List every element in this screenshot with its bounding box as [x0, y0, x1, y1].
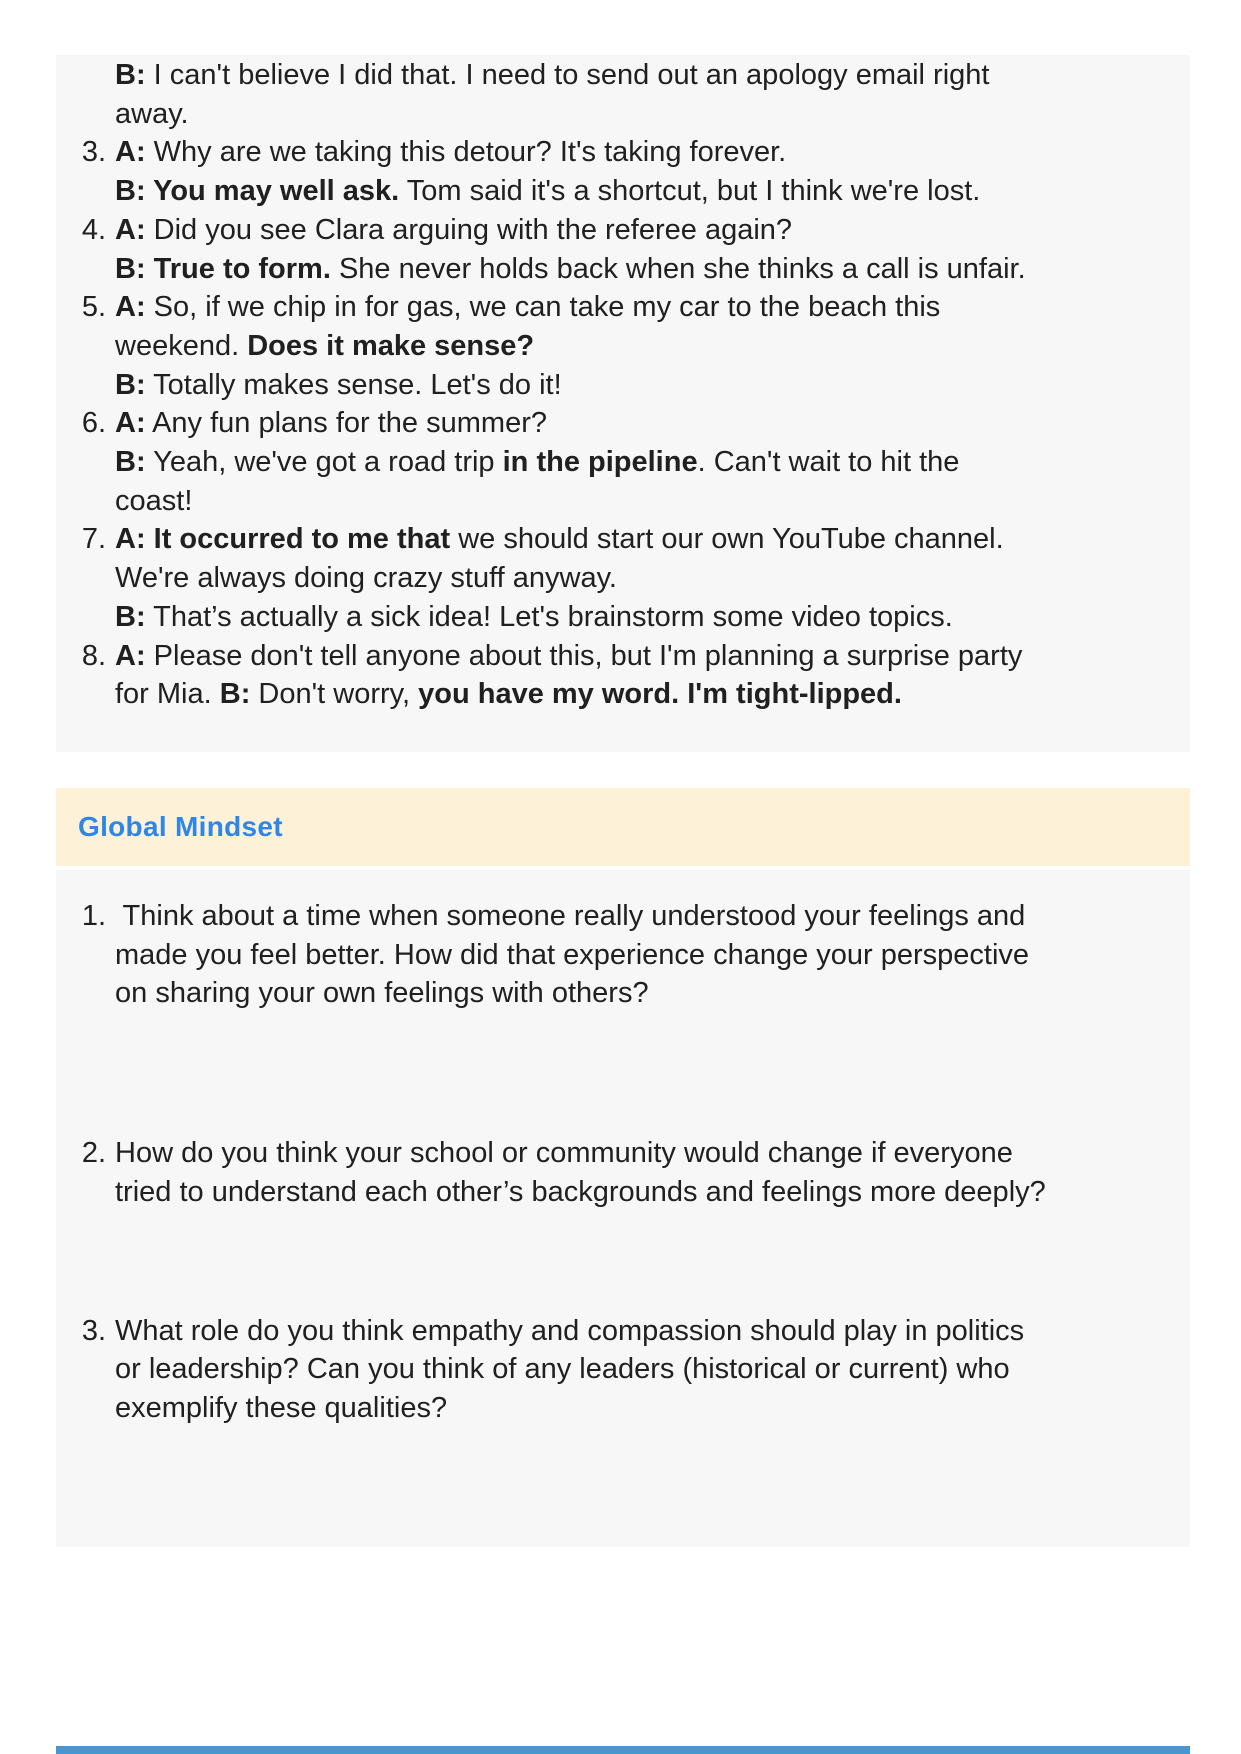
question-item — [56, 897, 1190, 1013]
text: on sharing your own feelings with others? — [115, 977, 649, 1010]
dialogue-line — [115, 211, 1190, 250]
dialogue-item-number: 8. — [81, 639, 106, 672]
dialogue-line — [115, 404, 1190, 443]
text: Yeah, we've got a road trip — [145, 446, 503, 479]
dialogue-line — [115, 482, 1190, 521]
dialogue-item — [56, 211, 1190, 288]
dialogue-item-number: 7. — [81, 523, 106, 556]
text: That’s actually a sick idea! Let's brainstorm some video topics. — [145, 600, 953, 633]
dialogue-line — [115, 366, 1190, 405]
question-number: 1. — [81, 900, 106, 932]
question-item — [56, 1312, 1190, 1428]
dialogue-item-body — [115, 637, 1190, 714]
bold-text: Does it make sense? — [247, 329, 535, 362]
dialogue-line — [115, 637, 1190, 676]
question-number: 2. — [81, 1137, 106, 1170]
dialogue-line — [115, 327, 1190, 366]
next-section-banner-edge — [56, 1746, 1190, 1754]
text: Think about a time when someone really understood your feelings and — [115, 900, 1026, 932]
dialogue-item — [56, 637, 1190, 714]
text: made you feel better. How did that experience change your perspective — [115, 938, 1030, 971]
text: So, if we chip in for gas, we can take my car to the beach this — [145, 291, 941, 324]
question-line — [115, 1134, 1190, 1173]
bold-text: A: — [115, 213, 146, 246]
text: exemplify these qualities? — [115, 1391, 448, 1424]
question-line — [115, 936, 1190, 975]
global-mindset-banner — [56, 788, 1190, 866]
dialogue-line — [115, 288, 1190, 327]
dialogue-item-body — [115, 133, 1190, 210]
question-body — [115, 1134, 1190, 1211]
text: We're always doing crazy stuff anyway. — [115, 562, 617, 595]
dialogue-item-number: 3. — [81, 136, 106, 169]
dialogue-item-body — [115, 211, 1190, 288]
text: or leadership? Can you think of any leaders (historical or current) who — [115, 1353, 1010, 1386]
dialogue-item — [56, 520, 1190, 636]
bold-text: B: — [115, 59, 146, 91]
dialogue-line — [115, 95, 1190, 134]
question-number: 3. — [81, 1314, 106, 1347]
text: How do you think your school or community would change if everyone — [115, 1137, 1013, 1170]
dialogue-item-body — [115, 288, 1190, 404]
text: for Mia. — [115, 678, 220, 711]
text: Why are we taking this detour? It's taking forever. — [145, 136, 787, 169]
bold-text: B: True to form. — [115, 252, 331, 285]
text: Tom said it's a shortcut, but I think we're lost. — [399, 175, 981, 208]
bold-text: B: You may well ask. — [115, 175, 400, 208]
text: away. — [115, 97, 189, 130]
dialogue-exercise-panel — [56, 55, 1190, 752]
question-line — [115, 974, 1190, 1013]
question-list — [56, 897, 1190, 1428]
text: Don't worry, — [250, 678, 419, 711]
question-item — [56, 1134, 1190, 1211]
bold-text: you have my word. I'm tight-lipped. — [418, 678, 902, 711]
dialogue-line — [115, 675, 1190, 714]
dialogue-item-body — [115, 404, 1190, 520]
text: tried to understand each other’s backgrounds and feelings more deeply? — [115, 1175, 1046, 1208]
question-body — [115, 1312, 1190, 1428]
bold-text: A: — [115, 407, 146, 440]
text: . Can't wait to hit the — [697, 446, 960, 479]
dialogue-list — [56, 56, 1190, 714]
text: Did you see Clara arguing with the referee again? — [145, 213, 793, 246]
dialogue-item-number: 6. — [81, 407, 106, 440]
bold-text: B: — [115, 446, 146, 479]
bold-text: B: — [115, 368, 146, 401]
dialogue-line — [115, 559, 1190, 598]
dialogue-line — [115, 598, 1190, 637]
dialogue-line — [115, 443, 1190, 482]
text: weekend. — [115, 329, 248, 362]
dialogue-item-number: 4. — [81, 213, 106, 246]
text: Please don't tell anyone about this, but I'm planning a surprise party — [145, 639, 1023, 672]
question-line — [115, 1350, 1190, 1389]
bold-text: A: — [115, 136, 146, 169]
bold-text: in the pipeline — [502, 446, 698, 479]
section-title: Global Mindset — [78, 811, 283, 842]
bold-text: A: — [115, 291, 146, 324]
question-line — [115, 1312, 1190, 1351]
dialogue-line — [115, 250, 1190, 289]
dialogue-line — [115, 172, 1190, 211]
bold-text: A: It occurred to me that — [115, 523, 451, 556]
dialogue-line — [115, 56, 1190, 95]
text: we should start our own YouTube channel. — [450, 523, 1004, 556]
bold-text: A: — [115, 639, 146, 672]
text: I can't believe I did that. I need to send out an apology email right — [145, 59, 990, 91]
questions-panel — [56, 870, 1190, 1547]
text: What role do you think empathy and compassion should play in politics — [115, 1314, 1025, 1347]
bold-text: B: — [219, 678, 251, 711]
bold-text: B: — [115, 600, 146, 633]
text: Totally makes sense. Let's do it! — [145, 368, 562, 401]
question-line — [115, 1173, 1190, 1212]
dialogue-item — [56, 404, 1190, 520]
dialogue-item-number: 5. — [81, 291, 106, 324]
dialogue-item-body — [115, 56, 1190, 133]
question-line — [115, 1389, 1190, 1428]
dialogue-line — [115, 520, 1190, 559]
dialogue-item-body — [115, 520, 1190, 636]
dialogue-item — [56, 56, 1190, 133]
dialogue-item — [56, 288, 1190, 404]
dialogue-item — [56, 133, 1190, 210]
question-body — [115, 897, 1190, 1013]
dialogue-line — [115, 133, 1190, 172]
text: coast! — [115, 484, 193, 517]
text: Any fun plans for the summer? — [145, 407, 547, 440]
text: She never holds back when she thinks a call is unfair. — [330, 252, 1026, 285]
question-line — [115, 897, 1190, 936]
